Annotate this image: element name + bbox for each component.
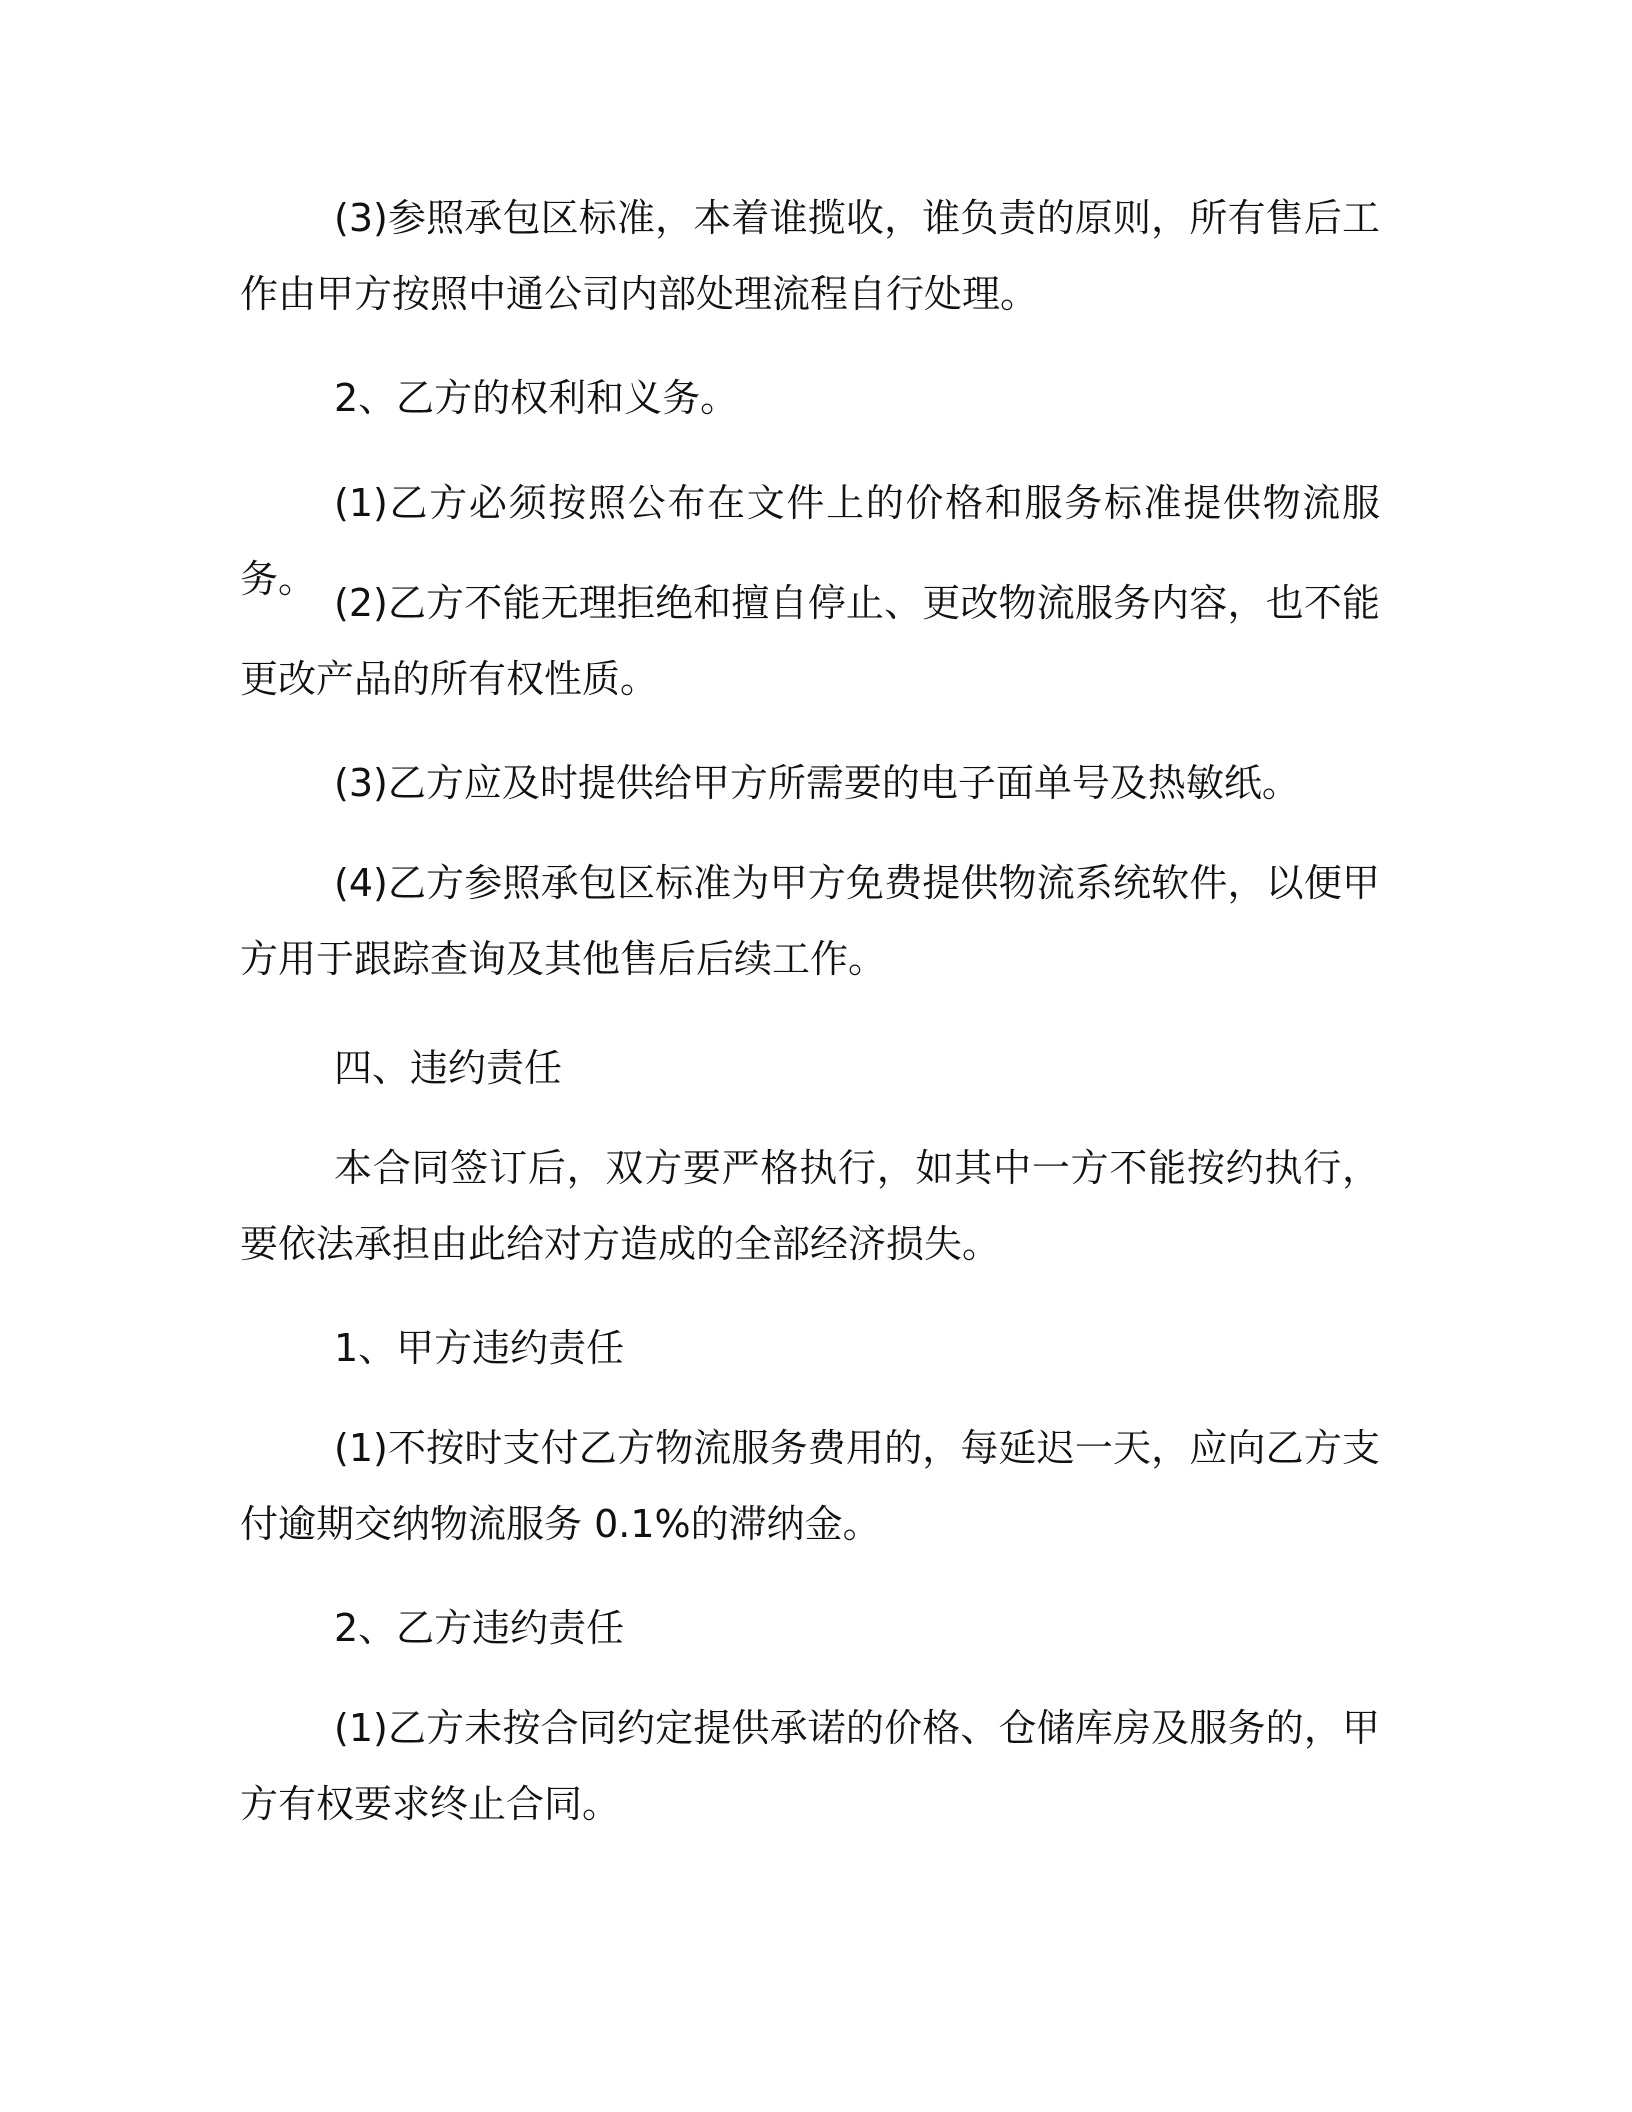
paragraph-party-b-no-refusal: (2)乙方不能无理拒绝和擅自停止、更改物流服务内容，也不能更改产品的所有权性质。 [240,581,1380,701]
paragraph-late-fee: (1)不按时支付乙方物流服务费用的，每延迟一天，应向乙方支付逾期交纳物流服务 0.1%的滞纳金。 [240,1426,1380,1546]
heading-party-a-breach: 1、甲方违约责任 [334,1326,625,1370]
heading-breach-liability: 四、违约责任 [334,1046,563,1090]
heading-party-b-rights: 2、乙方的权利和义务。 [334,376,739,420]
paragraph-breach-general: 本合同签订后，双方要严格执行，如其中一方不能按约执行，要依法承担由此给对方造成的全部经济损失。 [240,1146,1380,1266]
heading-party-b-breach: 2、乙方违约责任 [334,1606,625,1650]
paragraph-termination-right: (1)乙方未按合同约定提供承诺的价格、仓储库房及服务的，甲方有权要求终止合同。 [240,1706,1380,1826]
paragraph-after-sales: (3)参照承包区标准，本着谁揽收，谁负责的原则，所有售后工作由甲方按照中通公司内部处理流程自行处理。 [240,196,1380,316]
paragraph-party-b-pricing: (1)乙方必须按照公布在文件上的价格和服务标准提供物流服务。 [240,481,1380,601]
paragraph-party-b-software: (4)乙方参照承包区标准为甲方免费提供物流系统软件，以便甲方用于跟踪查询及其他售后后续工作。 [240,861,1380,981]
paragraph-party-b-waybill: (3)乙方应及时提供给甲方所需要的电子面单号及热敏纸。 [334,761,1300,805]
